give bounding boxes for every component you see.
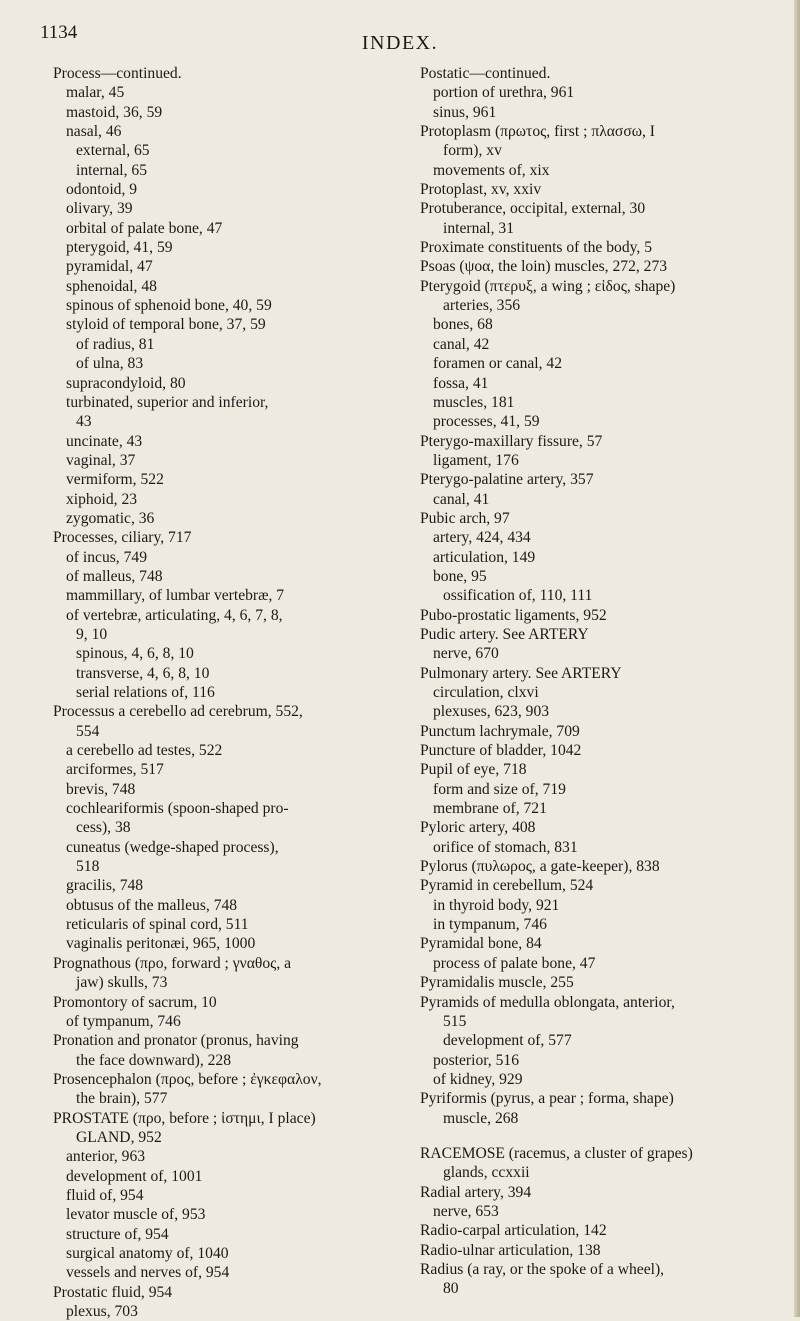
index-subentry: canal, 42 [433,335,490,353]
index-entry: Protuberance, occipital, external, 30 [420,200,646,218]
index-entry: Puncture of bladder, 1042 [420,742,582,760]
index-subentry: uncinate, 43 [66,432,143,450]
index-entry: Pterygo-maxillary fissure, 57 [420,432,603,450]
index-subentry: cess), 38 [76,819,131,837]
index-subentry: in thyroid body, 921 [433,896,560,914]
index-entry: Prostatic fluid, 954 [53,1283,173,1301]
index-entry: RACEMOSE (racemus, a cluster of grapes) [420,1144,693,1162]
index-subentry: surgical anatomy of, 1040 [66,1244,229,1262]
index-subentry: bone, 95 [433,567,487,585]
index-subentry: the brain), 577 [76,1090,168,1108]
index-subentry: arteries, 356 [443,297,521,315]
page-title: INDEX. [361,32,439,54]
index-subentry: articulation, 149 [433,548,536,566]
index-subentry: muscles, 181 [433,393,515,411]
index-entry: Pulmonary artery. See ARTERY [420,664,622,682]
index-entry: Promontory of sacrum, 10 [53,993,217,1011]
index-subentry: 518 [76,858,100,876]
index-subentry: foramen or canal, 42 [433,355,563,373]
index-subentry: vermiform, 522 [66,471,164,489]
index-entry: Postatic—continued. [420,65,551,82]
index-subentry: spinous, 4, 6, 8, 10 [76,645,194,663]
index-subentry: form), xv [443,142,502,160]
index-entry: Pylorus (πυλωρος, a gate-keeper), 838 [420,858,660,876]
index-entry: Prognathous (προ, forward ; γναθος, a [53,954,292,972]
index-subentry: plexuses, 623, 903 [433,703,550,721]
index-subentry: of radius, 81 [76,335,155,353]
index-subentry: bones, 68 [433,316,493,334]
index-subentry: nerve, 670 [433,645,499,663]
index-subentry: anterior, 963 [66,1148,146,1166]
index-subentry: canal, 41 [433,490,490,508]
index-subentry: membrane of, 721 [433,800,547,818]
index-entry: Pyramids of medulla oblongata, anterior, [420,993,675,1011]
index-entry: Radius (a ray, or the spoke of a wheel), [420,1260,665,1278]
index-subentry: circulation, clxvi [433,684,539,701]
index-entry: Protoplasm (πρωτος, first ; πλασσω, I [420,123,656,141]
index-subentry: internal, 31 [443,219,515,237]
index-subentry: of kidney, 929 [433,1070,523,1088]
index-subentry: process of palate bone, 47 [433,954,596,972]
index-entry: Pubo-prostatic ligaments, 952 [420,606,607,624]
index-entry: Prosencephalon (προς, before ; ἐγκεφαλον, [53,1070,322,1088]
index-subentry: vaginalis peritonæi, 965, 1000 [66,935,256,953]
index-subentry: glands, ccxxii [443,1164,530,1182]
index-subentry: styloid of temporal bone, 37, 59 [66,316,266,334]
index-entry: Process—continued. [53,65,182,82]
index-subentry: obtusus of the malleus, 748 [66,896,238,914]
index-entry: Pyloric artery, 408 [420,819,536,837]
index-subentry: cuneatus (wedge-shaped process), [66,838,279,856]
index-column-left [53,64,403,1321]
index-subentry: odontoid, 9 [66,181,138,199]
index-subentry: spinous of sphenoid bone, 40, 59 [66,297,272,315]
index-subentry: arciformes, 517 [66,761,164,779]
index-entry: Proximate constituents of the body, 5 [420,239,652,257]
index-subentry: internal, 65 [76,161,148,179]
index-subentry: a cerebello ad testes, 522 [66,742,223,760]
index-subentry: malar, 45 [66,84,125,102]
index-subentry: ligament, 176 [433,451,519,469]
index-subentry: of tympanum, 746 [66,1012,181,1030]
index-entry: Pterygo-palatine artery, 357 [420,471,594,489]
index-entry: Pupil of eye, 718 [420,761,527,779]
section-gap [420,1128,780,1144]
index-subentry: processes, 41, 59 [433,413,540,431]
index-entry: Pudic artery. See ARTERY [420,625,589,643]
index-entry: Protoplast, xv, xxiv [420,181,542,199]
index-subentry: cochleariformis (spoon-shaped pro- [66,800,289,818]
index-entry: Radio-ulnar articulation, 138 [420,1241,601,1259]
index-entry: PROSTATE (προ, before ; ἱστημι, I place) [53,1109,316,1127]
index-subentry: nerve, 653 [433,1202,499,1220]
index-column-right [420,64,780,1299]
index-entry: Pyramidal bone, 84 [420,935,542,953]
index-entry: Pyriformis (pyrus, a pear ; forma, shape) [420,1090,674,1108]
index-subentry: development of, 577 [443,1032,572,1050]
index-subentry: jaw) skulls, 73 [76,974,168,992]
index-subentry: mastoid, 36, 59 [66,103,163,121]
index-subentry: posterior, 516 [433,1051,519,1069]
index-subentry: artery, 424, 434 [433,529,531,547]
index-subentry: orifice of stomach, 831 [433,838,578,856]
index-subentry: xiphoid, 23 [66,490,138,508]
index-subentry: muscle, 268 [443,1109,519,1127]
index-entry: Radial artery, 394 [420,1183,532,1201]
index-subentry: the face downward), 228 [76,1051,232,1069]
index-subentry: structure of, 954 [66,1225,169,1243]
index-subentry: fossa, 41 [433,374,489,392]
index-subentry: pyramidal, 47 [66,258,153,276]
index-subentry: transverse, 4, 6, 8, 10 [76,664,210,682]
index-subentry: sphenoidal, 48 [66,277,157,295]
index-subentry: of vertebræ, articulating, 4, 6, 7, 8, [66,606,283,624]
index-subentry: portion of urethra, 961 [433,84,575,102]
index-subentry: supracondyloid, 80 [66,374,186,392]
index-subentry: vessels and nerves of, 954 [66,1264,230,1282]
index-entry: Processes, ciliary, 717 [53,529,192,547]
index-subentry: of ulna, 83 [76,355,144,373]
index-subentry: serial relations of, 116 [76,684,215,701]
index-subentry: orbital of palate bone, 47 [66,219,223,237]
index-entry: Psoas (ψοα, the loin) muscles, 272, 273 [420,258,668,276]
index-subentry: 554 [76,722,100,740]
index-subentry: plexus, 703 [66,1303,138,1320]
index-subentry: GLAND, 952 [76,1128,162,1146]
page-number: 1134 [40,22,78,43]
index-entry: Pronation and pronator (pronus, having [53,1032,299,1050]
index-subentry: fluid of, 954 [66,1186,144,1204]
index-subentry: nasal, 46 [66,123,122,141]
index-entry: Processus a cerebello ad cerebrum, 552, [53,703,303,721]
index-subentry: 80 [443,1280,459,1298]
index-subentry: mammillary, of lumbar vertebræ, 7 [66,587,285,605]
index-subentry: zygomatic, 36 [66,509,155,527]
index-subentry: ossification of, 110, 111 [443,587,593,605]
index-subentry: pterygoid, 41, 59 [66,239,173,257]
index-subentry: sinus, 961 [433,103,497,121]
index-subentry: 515 [443,1012,467,1030]
index-subentry: vaginal, 37 [66,451,136,469]
index-entry: Punctum lachrymale, 709 [420,722,580,740]
index-subentry: 9, 10 [76,625,108,643]
index-subentry: 43 [76,413,92,431]
index-subentry: external, 65 [76,142,150,160]
index-subentry: olivary, 39 [66,200,133,218]
index-entry: Radio-carpal articulation, 142 [420,1222,607,1240]
page-edge [794,0,800,1317]
index-subentry: movements of, xix [433,161,550,179]
index-subentry: levator muscle of, 953 [66,1206,206,1224]
index-subentry: of malleus, 748 [66,567,163,585]
index-entry: Pyramid in cerebellum, 524 [420,877,594,895]
index-subentry: brevis, 748 [66,780,136,798]
index-subentry: form and size of, 719 [433,780,566,798]
index-subentry: reticularis of spinal cord, 511 [66,916,249,934]
index-subentry: of incus, 749 [66,548,147,566]
index-subentry: in tympanum, 746 [433,916,547,934]
index-entry: Pubic arch, 97 [420,509,510,527]
index-entry: Pterygoid (πτερυξ, a wing ; εἰδος, shape) [420,277,676,295]
index-entry: Pyramidalis muscle, 255 [420,974,574,992]
index-subentry: gracilis, 748 [66,877,144,895]
index-subentry: development of, 1001 [66,1167,203,1185]
index-subentry: turbinated, superior and inferior, [66,393,269,411]
